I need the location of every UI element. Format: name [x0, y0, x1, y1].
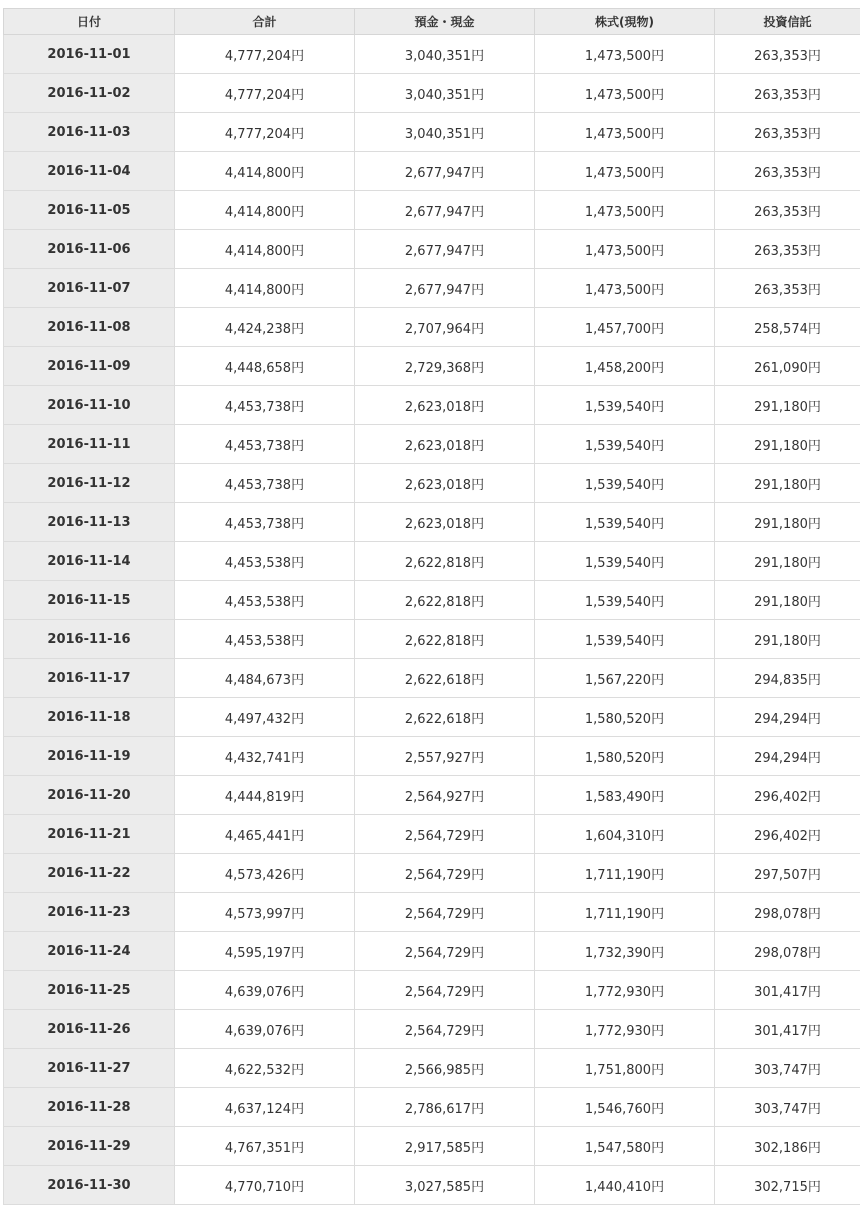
stocks-cell: 1,473,500円	[535, 152, 715, 191]
header-total: 合計	[175, 9, 355, 35]
total-cell: 4,497,432円	[175, 698, 355, 737]
investment-trust-cell: 258,574円	[715, 308, 860, 347]
stocks-cell: 1,473,500円	[535, 74, 715, 113]
date-cell: 2016-11-17	[4, 659, 175, 698]
total-cell: 4,414,800円	[175, 230, 355, 269]
investment-trust-cell: 294,294円	[715, 737, 860, 776]
investment-trust-cell: 298,078円	[715, 932, 860, 971]
investment-trust-cell: 291,180円	[715, 503, 860, 542]
deposit-cash-cell: 2,564,729円	[355, 854, 535, 893]
stocks-cell: 1,473,500円	[535, 191, 715, 230]
investment-trust-cell: 303,747円	[715, 1088, 860, 1127]
deposit-cash-cell: 2,564,729円	[355, 971, 535, 1010]
date-cell: 2016-11-05	[4, 191, 175, 230]
date-cell: 2016-11-07	[4, 269, 175, 308]
deposit-cash-cell: 2,564,729円	[355, 1010, 535, 1049]
table-row	[4, 659, 860, 698]
total-cell: 4,573,997円	[175, 893, 355, 932]
date-cell: 2016-11-23	[4, 893, 175, 932]
deposit-cash-cell: 2,707,964円	[355, 308, 535, 347]
date-cell: 2016-11-20	[4, 776, 175, 815]
total-cell: 4,622,532円	[175, 1049, 355, 1088]
table-row	[4, 1088, 860, 1127]
total-cell: 4,453,538円	[175, 542, 355, 581]
stocks-cell: 1,732,390円	[535, 932, 715, 971]
header-row	[4, 9, 860, 35]
stocks-cell: 1,751,800円	[535, 1049, 715, 1088]
stocks-cell: 1,546,760円	[535, 1088, 715, 1127]
deposit-cash-cell: 2,564,729円	[355, 893, 535, 932]
table-row	[4, 1049, 860, 1088]
date-cell: 2016-11-30	[4, 1166, 175, 1205]
total-cell: 4,637,124円	[175, 1088, 355, 1127]
deposit-cash-cell: 2,557,927円	[355, 737, 535, 776]
stocks-cell: 1,473,500円	[535, 113, 715, 152]
total-cell: 4,595,197円	[175, 932, 355, 971]
table-row	[4, 854, 860, 893]
table-row	[4, 152, 860, 191]
table-row	[4, 230, 860, 269]
total-cell: 4,770,710円	[175, 1166, 355, 1205]
table-header	[4, 9, 860, 35]
investment-trust-cell: 291,180円	[715, 581, 860, 620]
date-cell: 2016-11-13	[4, 503, 175, 542]
stocks-cell: 1,539,540円	[535, 464, 715, 503]
total-cell: 4,453,738円	[175, 503, 355, 542]
total-cell: 4,414,800円	[175, 191, 355, 230]
stocks-cell: 1,772,930円	[535, 1010, 715, 1049]
investment-trust-cell: 291,180円	[715, 542, 860, 581]
table-row	[4, 503, 860, 542]
table-row	[4, 347, 860, 386]
date-cell: 2016-11-08	[4, 308, 175, 347]
deposit-cash-cell: 2,677,947円	[355, 152, 535, 191]
deposit-cash-cell: 2,623,018円	[355, 425, 535, 464]
investment-trust-cell: 291,180円	[715, 620, 860, 659]
deposit-cash-cell: 2,566,985円	[355, 1049, 535, 1088]
investment-trust-cell: 298,078円	[715, 893, 860, 932]
date-cell: 2016-11-14	[4, 542, 175, 581]
table-row	[4, 815, 860, 854]
stocks-cell: 1,539,540円	[535, 425, 715, 464]
date-cell: 2016-11-11	[4, 425, 175, 464]
date-cell: 2016-11-10	[4, 386, 175, 425]
investment-trust-cell: 297,507円	[715, 854, 860, 893]
table-row	[4, 1010, 860, 1049]
asset-history-table	[3, 8, 860, 1205]
total-cell: 4,639,076円	[175, 971, 355, 1010]
table-row	[4, 425, 860, 464]
date-cell: 2016-11-19	[4, 737, 175, 776]
table-row	[4, 464, 860, 503]
deposit-cash-cell: 2,564,729円	[355, 932, 535, 971]
date-cell: 2016-11-15	[4, 581, 175, 620]
stocks-cell: 1,457,700円	[535, 308, 715, 347]
date-cell: 2016-11-28	[4, 1088, 175, 1127]
total-cell: 4,777,204円	[175, 113, 355, 152]
total-cell: 4,453,738円	[175, 464, 355, 503]
total-cell: 4,777,204円	[175, 35, 355, 74]
stocks-cell: 1,539,540円	[535, 503, 715, 542]
total-cell: 4,484,673円	[175, 659, 355, 698]
date-cell: 2016-11-21	[4, 815, 175, 854]
deposit-cash-cell: 2,677,947円	[355, 191, 535, 230]
deposit-cash-cell: 2,786,617円	[355, 1088, 535, 1127]
header-deposit-cash: 預金・現金	[355, 9, 535, 35]
table-row	[4, 971, 860, 1010]
total-cell: 4,453,538円	[175, 581, 355, 620]
stocks-cell: 1,473,500円	[535, 230, 715, 269]
stocks-cell: 1,539,540円	[535, 581, 715, 620]
stocks-cell: 1,583,490円	[535, 776, 715, 815]
date-cell: 2016-11-26	[4, 1010, 175, 1049]
date-cell: 2016-11-01	[4, 35, 175, 74]
table-row	[4, 1127, 860, 1166]
total-cell: 4,453,738円	[175, 386, 355, 425]
stocks-cell: 1,580,520円	[535, 737, 715, 776]
investment-trust-cell: 296,402円	[715, 776, 860, 815]
deposit-cash-cell: 2,677,947円	[355, 269, 535, 308]
date-cell: 2016-11-16	[4, 620, 175, 659]
investment-trust-cell: 296,402円	[715, 815, 860, 854]
total-cell: 4,777,204円	[175, 74, 355, 113]
header-stocks: 株式(現物)	[535, 9, 715, 35]
stocks-cell: 1,711,190円	[535, 854, 715, 893]
investment-trust-cell: 263,353円	[715, 152, 860, 191]
date-cell: 2016-11-24	[4, 932, 175, 971]
table-row	[4, 35, 860, 74]
stocks-cell: 1,440,410円	[535, 1166, 715, 1205]
investment-trust-cell: 294,835円	[715, 659, 860, 698]
investment-trust-cell: 263,353円	[715, 74, 860, 113]
investment-trust-cell: 291,180円	[715, 386, 860, 425]
deposit-cash-cell: 2,917,585円	[355, 1127, 535, 1166]
total-cell: 4,424,238円	[175, 308, 355, 347]
date-cell: 2016-11-29	[4, 1127, 175, 1166]
investment-trust-cell: 291,180円	[715, 425, 860, 464]
deposit-cash-cell: 3,040,351円	[355, 113, 535, 152]
total-cell: 4,414,800円	[175, 152, 355, 191]
table-row	[4, 932, 860, 971]
table-row	[4, 191, 860, 230]
total-cell: 4,639,076円	[175, 1010, 355, 1049]
deposit-cash-cell: 2,622,618円	[355, 698, 535, 737]
total-cell: 4,448,658円	[175, 347, 355, 386]
date-cell: 2016-11-02	[4, 74, 175, 113]
table-row	[4, 620, 860, 659]
header-investment-trust: 投資信託	[715, 9, 860, 35]
investment-trust-cell: 263,353円	[715, 269, 860, 308]
table-row	[4, 698, 860, 737]
date-cell: 2016-11-12	[4, 464, 175, 503]
investment-trust-cell: 301,417円	[715, 971, 860, 1010]
table-row	[4, 893, 860, 932]
table-row	[4, 113, 860, 152]
date-cell: 2016-11-25	[4, 971, 175, 1010]
total-cell: 4,465,441円	[175, 815, 355, 854]
table-row	[4, 737, 860, 776]
stocks-cell: 1,473,500円	[535, 35, 715, 74]
table-row	[4, 542, 860, 581]
deposit-cash-cell: 3,040,351円	[355, 35, 535, 74]
deposit-cash-cell: 2,564,927円	[355, 776, 535, 815]
stocks-cell: 1,547,580円	[535, 1127, 715, 1166]
deposit-cash-cell: 2,623,018円	[355, 464, 535, 503]
stocks-cell: 1,580,520円	[535, 698, 715, 737]
deposit-cash-cell: 2,622,818円	[355, 581, 535, 620]
investment-trust-cell: 263,353円	[715, 35, 860, 74]
stocks-cell: 1,473,500円	[535, 269, 715, 308]
deposit-cash-cell: 2,622,818円	[355, 542, 535, 581]
deposit-cash-cell: 2,623,018円	[355, 386, 535, 425]
investment-trust-cell: 303,747円	[715, 1049, 860, 1088]
stocks-cell: 1,567,220円	[535, 659, 715, 698]
asset-history-table-container	[3, 8, 860, 1205]
investment-trust-cell: 291,180円	[715, 464, 860, 503]
investment-trust-cell: 263,353円	[715, 113, 860, 152]
investment-trust-cell: 263,353円	[715, 191, 860, 230]
total-cell: 4,432,741円	[175, 737, 355, 776]
deposit-cash-cell: 2,622,618円	[355, 659, 535, 698]
stocks-cell: 1,458,200円	[535, 347, 715, 386]
table-row	[4, 1166, 860, 1205]
deposit-cash-cell: 3,040,351円	[355, 74, 535, 113]
date-cell: 2016-11-06	[4, 230, 175, 269]
date-cell: 2016-11-09	[4, 347, 175, 386]
total-cell: 4,573,426円	[175, 854, 355, 893]
date-cell: 2016-11-27	[4, 1049, 175, 1088]
table-row	[4, 74, 860, 113]
total-cell: 4,767,351円	[175, 1127, 355, 1166]
date-cell: 2016-11-03	[4, 113, 175, 152]
investment-trust-cell: 302,186円	[715, 1127, 860, 1166]
date-cell: 2016-11-18	[4, 698, 175, 737]
stocks-cell: 1,772,930円	[535, 971, 715, 1010]
deposit-cash-cell: 2,677,947円	[355, 230, 535, 269]
stocks-cell: 1,711,190円	[535, 893, 715, 932]
deposit-cash-cell: 2,564,729円	[355, 815, 535, 854]
date-cell: 2016-11-22	[4, 854, 175, 893]
table-row	[4, 386, 860, 425]
total-cell: 4,453,538円	[175, 620, 355, 659]
investment-trust-cell: 263,353円	[715, 230, 860, 269]
investment-trust-cell: 261,090円	[715, 347, 860, 386]
header-date: 日付	[4, 9, 175, 35]
table-row	[4, 308, 860, 347]
table-row	[4, 269, 860, 308]
investment-trust-cell: 301,417円	[715, 1010, 860, 1049]
date-cell: 2016-11-04	[4, 152, 175, 191]
deposit-cash-cell: 3,027,585円	[355, 1166, 535, 1205]
total-cell: 4,453,738円	[175, 425, 355, 464]
table-row	[4, 776, 860, 815]
investment-trust-cell: 294,294円	[715, 698, 860, 737]
deposit-cash-cell: 2,729,368円	[355, 347, 535, 386]
total-cell: 4,444,819円	[175, 776, 355, 815]
investment-trust-cell: 302,715円	[715, 1166, 860, 1205]
table-body	[4, 35, 860, 1205]
stocks-cell: 1,539,540円	[535, 620, 715, 659]
total-cell: 4,414,800円	[175, 269, 355, 308]
deposit-cash-cell: 2,623,018円	[355, 503, 535, 542]
stocks-cell: 1,539,540円	[535, 386, 715, 425]
stocks-cell: 1,539,540円	[535, 542, 715, 581]
table-row	[4, 581, 860, 620]
stocks-cell: 1,604,310円	[535, 815, 715, 854]
deposit-cash-cell: 2,622,818円	[355, 620, 535, 659]
